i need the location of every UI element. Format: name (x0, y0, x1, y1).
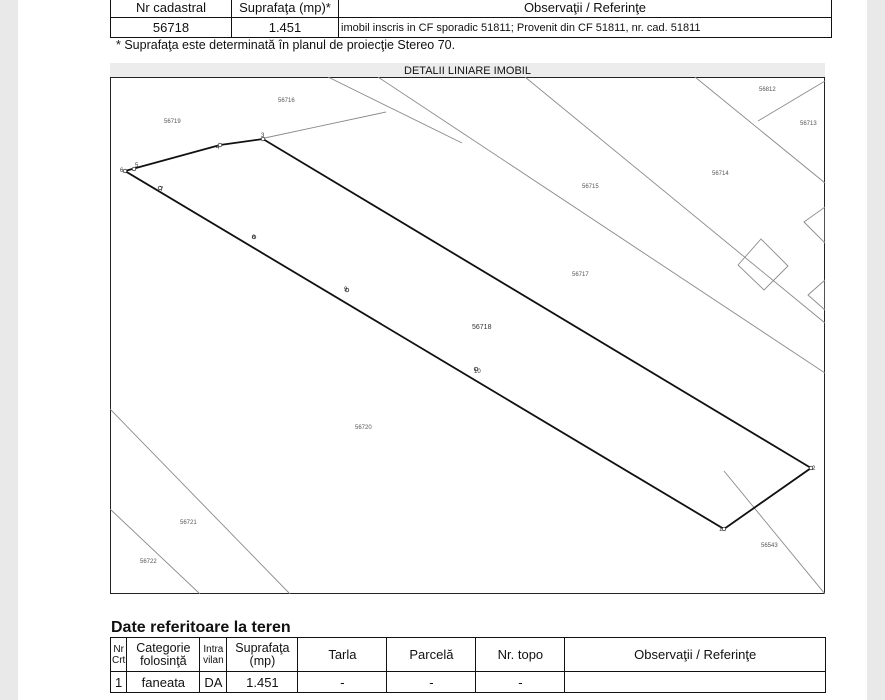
point-label: 1 (719, 527, 723, 533)
parcel-label: 56716 (278, 98, 295, 104)
table-header-row (111, 0, 832, 18)
cell-nr-cadastral: 56718 (111, 18, 232, 38)
point-label: 2 (812, 466, 816, 472)
point-label: 10 (474, 369, 481, 375)
parcel-label: 56714 (712, 171, 729, 177)
header-parcela: Parcelă (387, 638, 476, 672)
point-label: 8 (252, 235, 256, 241)
point-label: 9 (344, 287, 348, 293)
parcel-label: 56812 (759, 87, 776, 93)
cell-observatii: imobil inscris in CF sporadic 51811; Provenit din CF 51811, nr. cad. 51811 (339, 18, 832, 38)
section-title: Date referitoare la teren (111, 619, 291, 636)
map-title: DETALII LINIARE IMOBIL (110, 63, 825, 77)
header-observatii: Observaţii / Referinţe (339, 0, 832, 18)
parcel-label: 56543 (761, 543, 778, 549)
parcel-label: 56721 (180, 520, 197, 526)
table-row (111, 672, 826, 693)
point-label: 3 (261, 133, 265, 139)
header-observatii: Observaţii / Referinţe (565, 638, 826, 672)
parcel-label: 56717 (572, 272, 589, 278)
header-nr-crt: Nr Crt (111, 638, 127, 672)
parcel-label: 56715 (582, 184, 599, 190)
parcel-label: 56713 (800, 121, 817, 127)
map-frame (111, 78, 825, 594)
land-data-table (110, 637, 826, 693)
cell-suprafata: 1.451 (227, 672, 298, 693)
point-label: 5 (135, 163, 139, 169)
header-suprafata: Suprafaţa (mp) (227, 638, 298, 672)
header-intra-vilan: Intra vilan (200, 638, 227, 672)
cell-nr-crt: 1 (111, 672, 127, 693)
parcel-label: 56718 (472, 324, 492, 331)
parcel-map (110, 77, 825, 594)
header-tarla: Tarla (298, 638, 387, 672)
cadastral-summary-table (110, 0, 832, 38)
parcel-label: 56719 (164, 119, 181, 125)
parcel-label: 56720 (355, 425, 372, 431)
point-label: 4 (216, 145, 220, 151)
cell-observatii (565, 672, 826, 693)
footnote: * Suprafaţa este determinată în planul de proiecţie Stereo 70. (116, 38, 456, 52)
cell-parcela: - (387, 672, 476, 693)
point-label: 6 (120, 168, 124, 174)
cell-suprafata: 1.451 (232, 18, 339, 38)
header-nr-cadastral: Nr cadastral (111, 0, 232, 18)
point-label: 7 (160, 187, 164, 193)
header-suprafata: Suprafaţa (mp)* (232, 0, 339, 18)
cell-nr-topo: - (476, 672, 565, 693)
table-header-row (111, 638, 826, 672)
header-nr-topo: Nr. topo (476, 638, 565, 672)
cell-tarla: - (298, 672, 387, 693)
table-row (111, 18, 832, 38)
parcel-label: 56722 (140, 559, 157, 565)
cell-intra-vilan: DA (200, 672, 227, 693)
header-categorie: Categorie folosinţă (127, 638, 200, 672)
cell-categorie: faneata (127, 672, 200, 693)
